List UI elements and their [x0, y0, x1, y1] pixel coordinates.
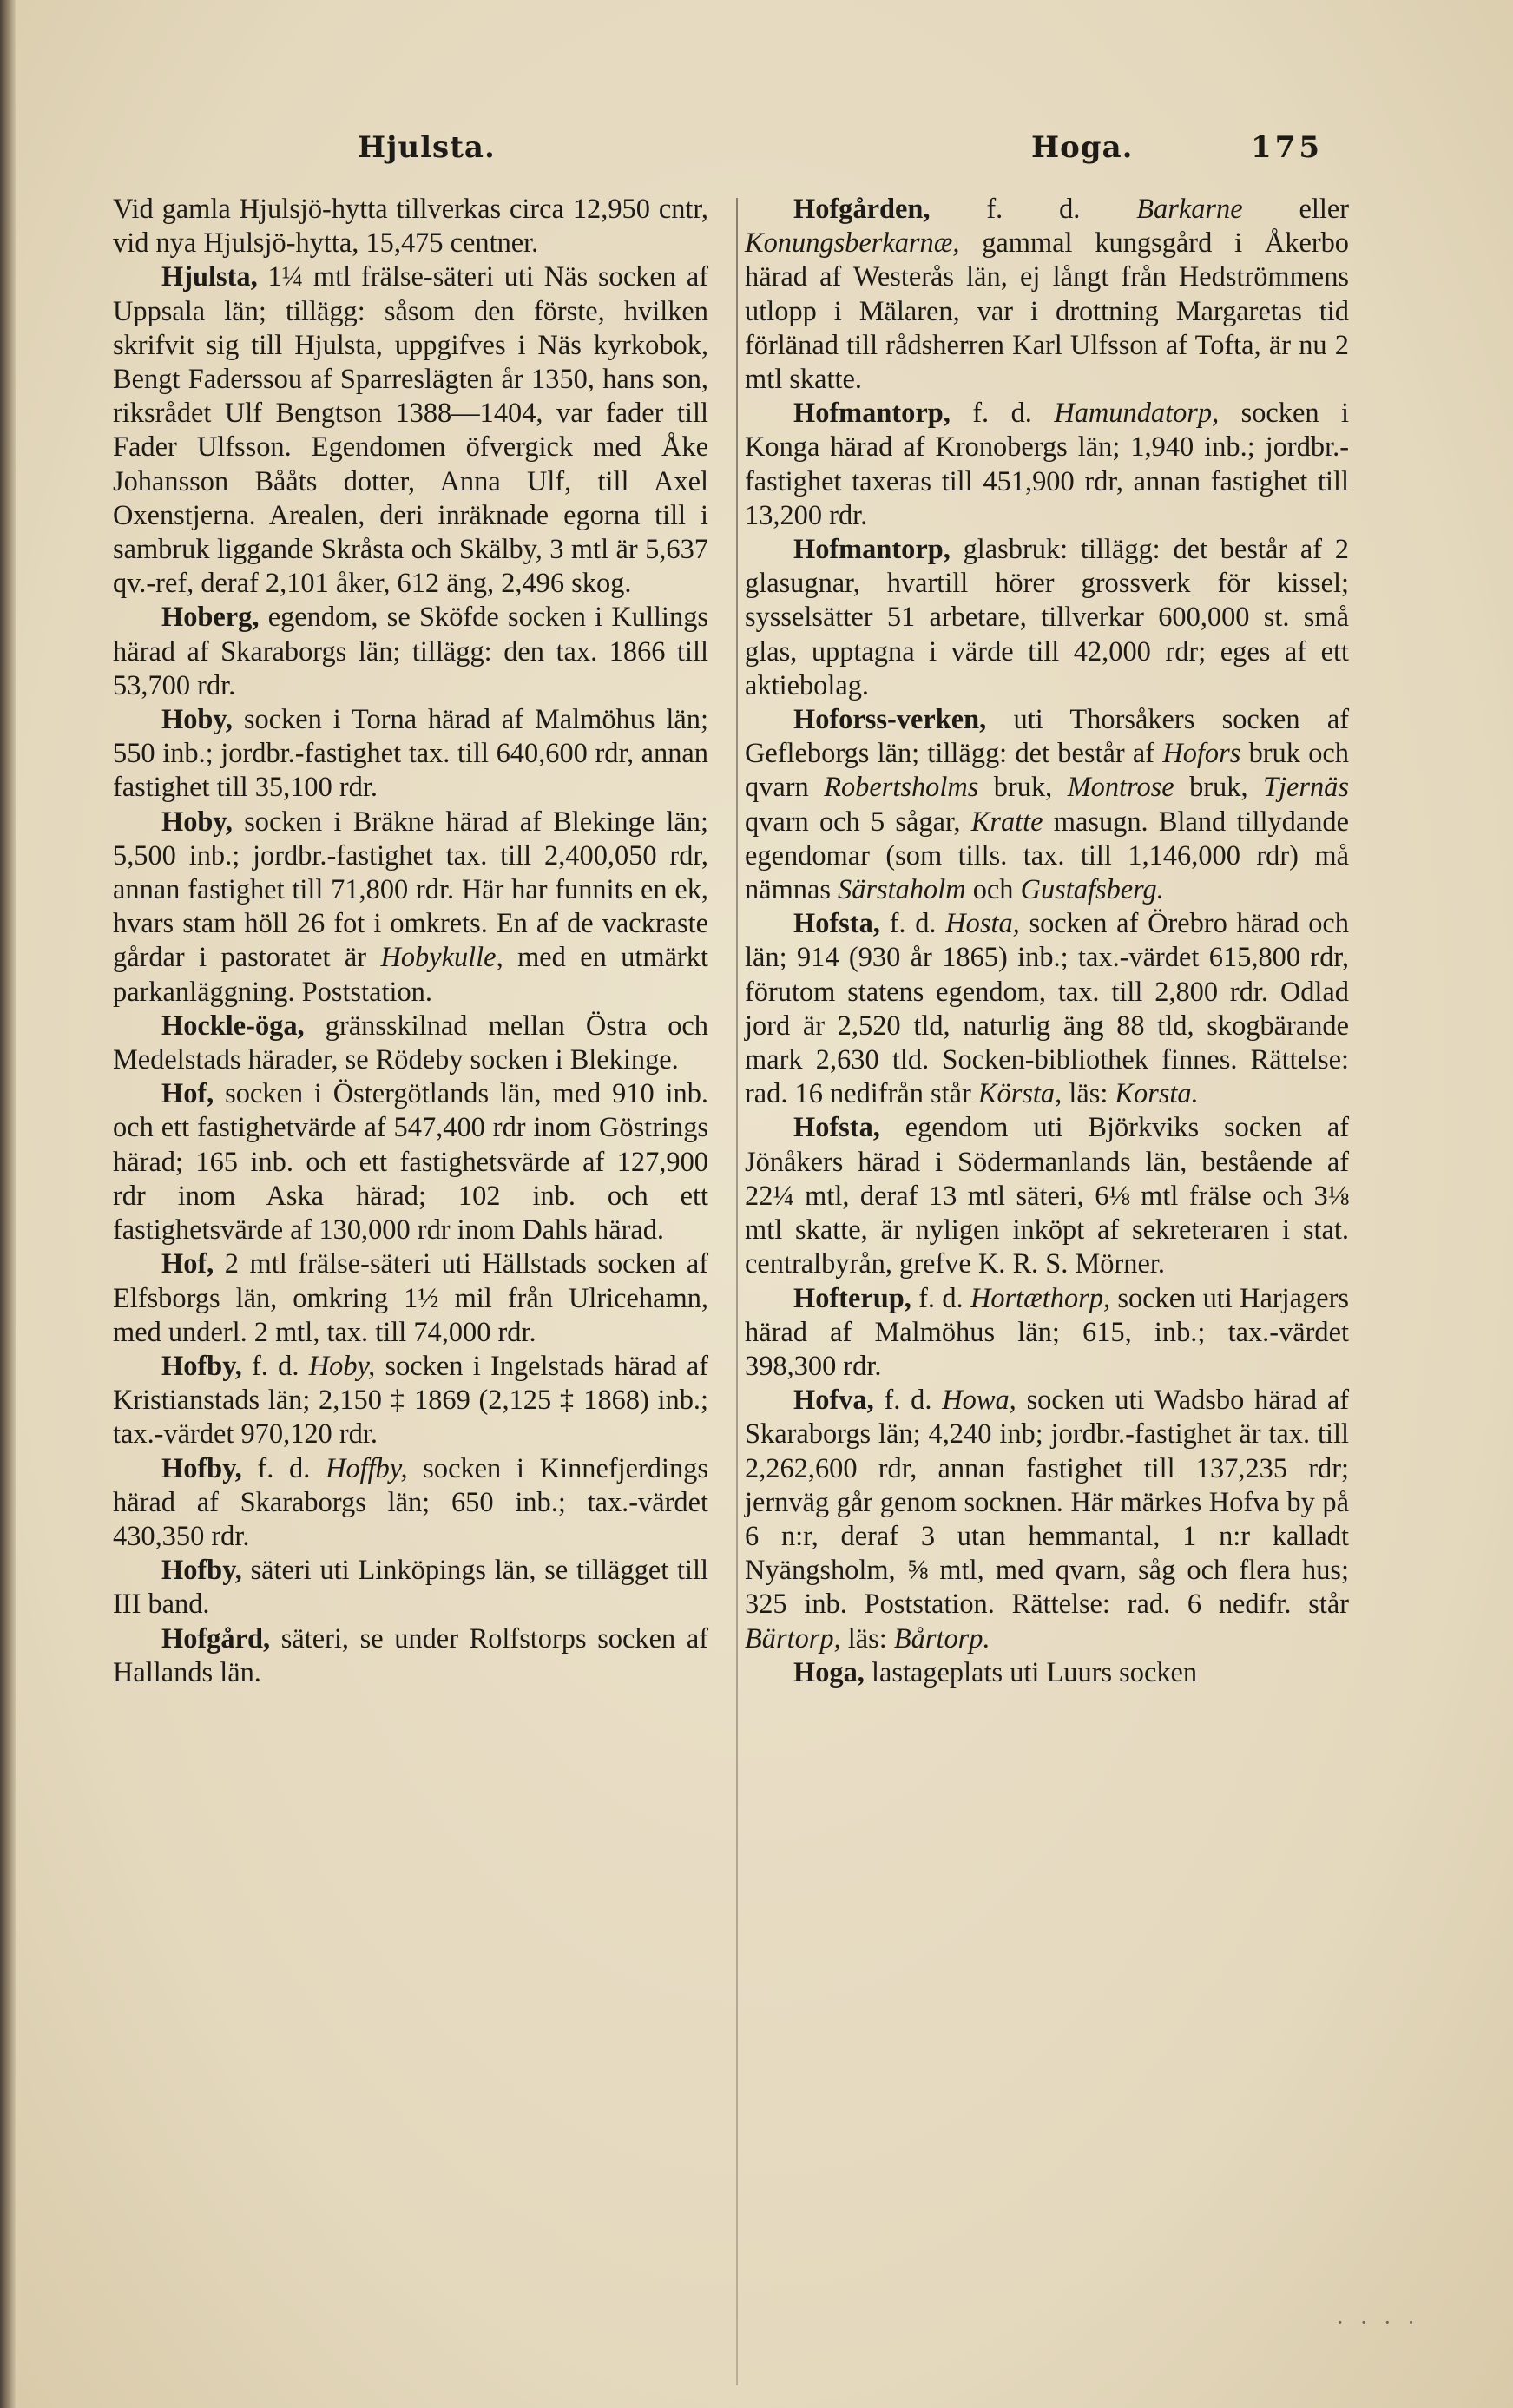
entry-hofmantorp-socken: Hofmantorp, f. d. Hamundatorp, socken i Konga härad af Kronobergs län; 1,940 inb.; jordbr.-fastighet taxeras till 451,900 rdr, annan fastighet till 13,200 rdr.	[745, 398, 1349, 531]
page-spine-edge	[0, 0, 16, 2408]
entry-hofva: Hofva, f. d. Howa, socken uti Wadsbo härad af Skaraborgs län; 4,240 inb; jordbr.-fastighet är tax. till 2,262,600 rdr, annan fastighet till 137,235 rdr; jernväg går genom socknen. Här märkes Hofva by på 6 n:r, deraf 3 utan hemmantal, 1 n:r kalladt Nyängsholm, ⅝ mtl, med qvarn, såg och flera hus; 325 inb. Poststation. Rättelse: rad. 6 nedifr. står Bärtorp, läs: Bårtorp.	[745, 1385, 1349, 1655]
entry-hofsta-orebro: Hofsta, f. d. Hosta, socken af Örebro härad och län; 914 (930 år 1865) inb.; tax.-värdet 615,800 rdr, förutom statens egendom, tax. till 2,800 rdr. Odlad jord är 2,520 tld, naturlig äng 88 tld, skogbärande mark 2,630 tld. Socken-bibliothek finnes. Rättelse: rad. 16 nedifrån står Körsta, läs: Korsta.	[745, 908, 1349, 1110]
entry-italic: Hobykulle	[380, 942, 497, 974]
entry-hoby-brakne	[113, 806, 708, 1010]
entry-body: gränsskilnad mellan Östra och Medelstads härader, se Rödeby socken i Blekinge.	[113, 1010, 708, 1076]
headword: Hof,	[161, 1078, 214, 1110]
entry-hockle-oga	[113, 1010, 708, 1077]
entry-body: 1¼ mtl frälse-säteri uti Näs socken af Uppsala län; tillägg: såsom den förste, hvilken skrifvit sig till Hjulsta, uppgifves i Näs kyrkobok, Bengt Faderssou af Sparreslägten år 1350, hans son, riksrådet Ulf Bengtson 1388—1404, var fader till Fader Ulfsson. Egendomen öfvergick med Åke Johansson Bååts dotter, Anna Ulf, till Axel Oxenstjerna. Arealen, deri inräknade egorna till i sambruk liggande Skråsta och Skälby, 3 mtl är 5,637 qv.-ref, deraf 2,101 åker, 612 äng, 2,496 skog.	[113, 261, 708, 600]
entry-hofby-kinne	[113, 1452, 708, 1555]
entry-hofterup: Hofterup, f. d. Hortæthorp, socken uti Harjagers härad af Malmöhus län; 615, inb.; tax.-värdet 398,300 rdr.	[745, 1282, 1349, 1382]
headword: Hofgård,	[161, 1622, 271, 1655]
entry-hoforss-verken: Hoforss-verken, uti Thorsåkers socken af Gefleborgs län; tillägg: det består af Hofors bruk och qvarn Robertsholms bruk, Montrose bruk, Tjernäs qvarn och 5 sågar, Kratte masugn. Bland tillydande egendomar (som tills. tax. till 1,146,000 rdr) må nämnas Särstaholm och Gustafsberg.	[745, 704, 1349, 906]
entry-body: socken i Torna härad af Malmöhus län; 550 inb.; jordbr.-fastighet tax. till 640,600 rdr, annan fastighet till 35,100 rdr.	[113, 704, 708, 804]
entry-hofby-ingelstad	[113, 1350, 708, 1452]
page-number: 175	[1251, 130, 1323, 165]
headword: Hofby,	[161, 1452, 242, 1484]
entry-body-tail: socken i Kinnefjerdings härad af Skaraborgs län; 650 inb.; tax.-värdet 430,350 rdr.	[113, 1452, 708, 1552]
entry-body: f. d.	[241, 1452, 326, 1484]
column-divider	[736, 198, 738, 2385]
entry-body: säteri, se under Rolfstorps socken af Hallands län.	[113, 1622, 708, 1688]
headword: Hof,	[161, 1248, 214, 1280]
entry-hjulsta	[113, 260, 708, 601]
headword: Hofby,	[161, 1555, 242, 1587]
entry-italic: Hoffby,	[326, 1452, 408, 1484]
headword: Hofsta,	[793, 1112, 880, 1144]
entry-continuation: Vid gamla Hjulsjö-hytta tillverkas circa 12,950 cntr, vid nya Hjulsjö-hytta, 15,475 centner.	[113, 194, 708, 260]
entry-hofby-linkoping	[113, 1554, 708, 1622]
entry-body: socken i Bräkne härad af Blekinge län; 5,500 inb.; jordbr.-fastighet tax. till 2,400,050 rdr, annan fastighet till 71,800 rdr. Här har funnits en ek, hvars stam höll 26 fot i omkrets. En af de vackraste gårdar i pastoratet är	[113, 806, 708, 974]
headword: Hofby,	[161, 1350, 242, 1382]
headword: Hoby,	[161, 806, 233, 838]
headword: Hofmantorp,	[793, 398, 951, 430]
entry-body: säteri uti Linköpings län, se tillägget till III band.	[113, 1555, 708, 1621]
headword: Hoby,	[161, 704, 233, 736]
headword: Hjulsta,	[161, 261, 258, 293]
entry-italic: Hoby,	[308, 1350, 376, 1382]
headword: Hofva,	[793, 1385, 874, 1417]
running-head-right: Hoga.	[1031, 130, 1134, 165]
entry-hof-socken	[113, 1077, 708, 1247]
running-head-left: Hjulsta.	[358, 130, 496, 165]
entry-hoberg	[113, 601, 708, 703]
entry-body: f. d.	[241, 1350, 309, 1382]
headword: Hoga,	[793, 1656, 865, 1688]
entry-hofgarden: Hofgården, f. d. Barkarne eller Konungsberkarnæ, gammal kungsgård i Åkerbo härad af Westerås län, ej långt från Hedströmmens utlopp i Mälaren, var i drottning Margaretas tid förlänad till rådsherren Karl Ulfsson af Tofta, är nu 2 mtl skatte.	[745, 194, 1349, 396]
entry-hofgard	[113, 1622, 708, 1690]
entry-hof-saeteri	[113, 1247, 708, 1350]
entry-hofsta-bjorkvik: Hofsta, egendom uti Björkviks socken af Jönåkers härad i Södermanlands län, bestående af 22¼ mtl, deraf 13 mtl säteri, 6⅛ mtl frälse och 3⅛ mtl skatte, är nyligen inköpt af sekreteraren i stat. centralbyrån, grefve K. R. S. Mörner.	[745, 1112, 1349, 1280]
entry-body: socken i Östergötlands län, med 910 inb. och ett fastighetvärde af 547,400 rdr inom Göstrings härad; 165 inb. och ett fastighetsvärde af 127,900 rdr inom Aska härad; 102 inb. och ett fastighetsvärde af 130,000 rdr inom Dahls härad.	[113, 1078, 708, 1247]
left-column	[113, 193, 708, 1690]
headword: Hoforss-verken,	[793, 704, 987, 736]
headword: Hofmantorp,	[793, 534, 951, 566]
entry-body: egendom, se Sköfde socken i Kullings härad af Skaraborgs län; tillägg: den tax. 1866 till 53,700 rdr.	[113, 602, 708, 701]
headword: Hockle-öga,	[161, 1010, 305, 1042]
entry-body-tail: socken i Ingelstads härad af Kristianstads län; 2,150 ‡ 1869 (2,125 ‡ 1868) inb.; tax.-värdet 970,120 rdr.	[113, 1350, 708, 1451]
headword: Hofterup,	[793, 1282, 911, 1314]
headword: Hoberg,	[161, 602, 260, 634]
entry-hoby-torna	[113, 703, 708, 806]
entry-body: 2 mtl frälse-säteri uti Hällstads socken af Elfsborgs län, omkring 1½ mil från Ulricehamn, med underl. 2 mtl, tax. till 74,000 rdr.	[113, 1248, 708, 1348]
print-specks: · · · ·	[1337, 2311, 1420, 2335]
entry-body-tail: , med en utmärkt parkanläggning. Poststation.	[113, 942, 708, 1008]
headword: Hofsta,	[793, 908, 880, 940]
entry-hofmantorp-glasbruk: Hofmantorp, glasbruk: tillägg: det består af 2 glasugnar, hvartill hörer grossverk för kissel; sysselsätter 51 arbetare, tillverkar 600,000 st. små glas, upptagna i värde till 42,000 rdr; eges af ett aktiebolag.	[745, 534, 1349, 701]
entry-hoga: Hoga, lastageplats uti Luurs socken	[793, 1656, 1198, 1688]
headword: Hofgården,	[793, 194, 931, 225]
right-column	[745, 193, 1349, 1690]
